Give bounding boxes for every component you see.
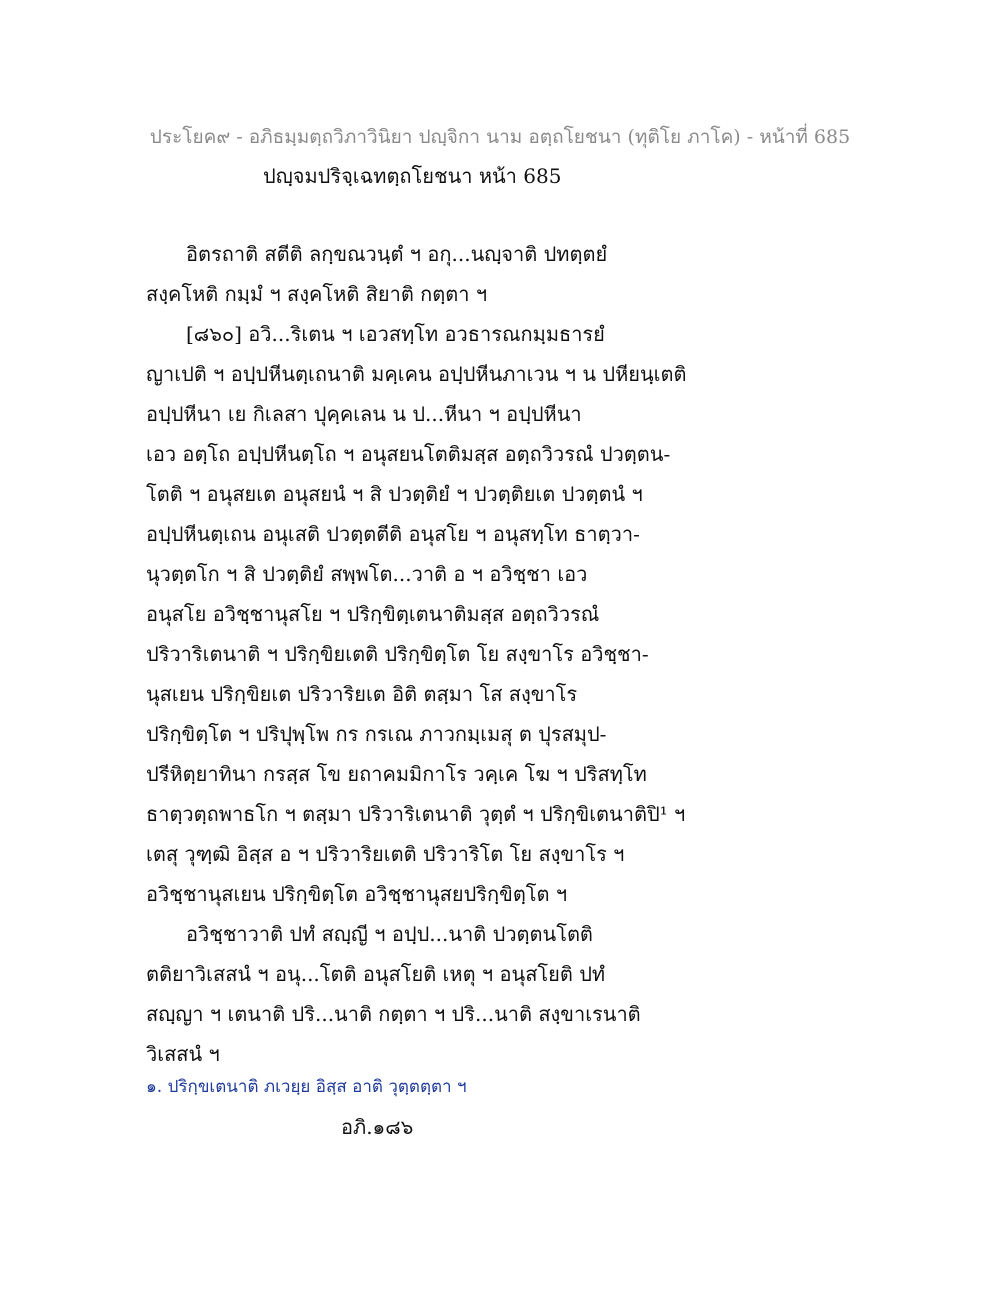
text-line: นุสเยน ปริกฺขิยเต ปริวาริยเต อิติ ตสฺมา โส สงฺขาโร bbox=[146, 682, 578, 706]
footnote: ๑. ปริกฺขเตนาติ ภเวยฺย อิสฺส อาติ วุตฺตตฺตา ฯ bbox=[146, 1077, 467, 1097]
page-code: อภิ.๑๘๖ bbox=[341, 1115, 414, 1139]
text-line: [๘๖๐] อวิ...ริเตน ฯ เอวสทฺโท อวธารณกมฺมธารยํ bbox=[186, 322, 605, 346]
body-text bbox=[146, 234, 706, 1074]
text-line: ปริวาริเตนาติ ฯ ปริกฺขิยเตติ ปริกฺขิตฺโต โย สงฺขาโร อวิชฺชา- bbox=[146, 642, 649, 666]
text-line: ปรีหิตฺยาทินา กรสฺส โข ยถาคมมิกาโร วคฺเค โฆ ฯ ปริสทฺโท bbox=[146, 762, 647, 786]
text-line: สญฺญา ฯ เตนาติ ปริ...นาติ กตฺตา ฯ ปริ...นาติ สงฺขาเรนาติ bbox=[146, 1002, 641, 1026]
text-line: อวิชฺชาวาติ ปทํ สญฺญี ฯ อปฺป...นาติ ปวตฺตนโตติ bbox=[186, 922, 593, 946]
text-line: อปฺปหีนา เย กิเลสา ปุคฺคเลน น ป...หีนา ฯ อปฺปหีนา bbox=[146, 402, 582, 426]
text-line: อนุสโย อวิชฺชานุสโย ฯ ปริกฺขิตฺเตนาติมสฺส อตฺถวิวรณํ bbox=[146, 602, 600, 626]
text-line: เตสุ วุฑฺฒิ อิสฺส อ ฯ ปริวาริยเตติ ปริวาริโต โย สงฺขาโร ฯ bbox=[146, 842, 625, 866]
text-line: นุวตฺตโก ฯ สิ ปวตฺติยํ สพฺพโต...วาติ อ ฯ อวิชฺชา เอว bbox=[146, 562, 588, 586]
section-title: ปญฺจมปริจฺเฉทตฺถโยชนา หน้า 685 bbox=[263, 164, 562, 188]
text-line: สงฺคโหติ กมฺมํ ฯ สงฺคโหติ สิยาติ กตฺตา ฯ bbox=[146, 282, 488, 306]
running-header bbox=[0, 122, 1000, 152]
text-line: วิเสสนํ ฯ bbox=[146, 1042, 220, 1066]
text-line: ตติยาวิเสสนํ ฯ อนุ...โตติ อนุสโยติ เหตุ ฯ อนุสโยติ ปทํ bbox=[146, 962, 606, 986]
text-line: ญาเปติ ฯ อปฺปหีนตฺเถนาติ มคฺเคน อปฺปหีนภาเวน ฯ น ปหียนฺเตติ bbox=[146, 362, 687, 386]
running-header-text: ประโยค๙ - อภิธมฺมตฺถวิภาวินิยา ปญฺจิกา นาม อตฺถโยชนา (ทุติโย ภาโค) - หน้าที่ 685 bbox=[149, 126, 851, 148]
text-line: เอว อตฺโถ อปฺปหีนตฺโถ ฯ อนุสยนโตติมสฺส อตฺถวิวรณํ ปวตฺตน- bbox=[146, 442, 671, 466]
text-line: อิตรถาติ สตีติ ลกฺขณวนฺตํ ฯ อกุ...นญฺจาติ ปทตฺตยํ bbox=[186, 242, 608, 266]
text-line: ปริกฺขิตฺโต ฯ ปริปุพฺโพ กร กรเณ ภาวกมฺเมสุ ต ปุรสมุป- bbox=[146, 722, 607, 746]
text-line: อวิชฺชานุสเยน ปริกฺขิตฺโต อวิชฺชานุสยปริกฺขิตฺโต ฯ bbox=[146, 882, 568, 906]
text-line: อปฺปหีนตฺเถน อนุเสติ ปวตฺตตีติ อนุสโย ฯ อนุสทฺโท ธาตฺวา- bbox=[146, 522, 640, 546]
text-line: โตติ ฯ อนุสยเต อนุสยนํ ฯ สิ ปวตฺติยํ ฯ ปวตฺติยเต ปวตฺตนํ ฯ bbox=[146, 482, 643, 506]
text-line: ธาตฺวตฺถพาธโก ฯ ตสฺมา ปริวาริเตนาติ วุตฺตํ ฯ ปริกฺขิเตนาติปิ¹ ฯ bbox=[146, 802, 686, 826]
